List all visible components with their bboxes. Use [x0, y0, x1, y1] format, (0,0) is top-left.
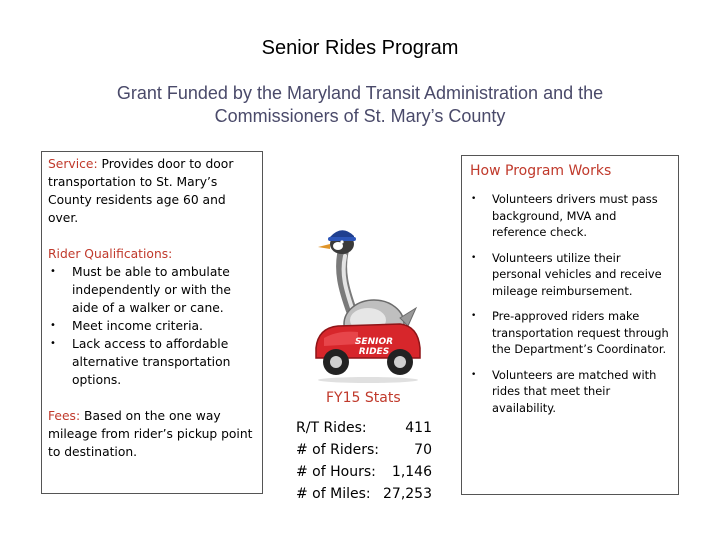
program-step-text: Volunteers utilize their personal vehicles and receive mileage reimbursement.	[492, 250, 662, 298]
qualifications-list	[48, 263, 256, 389]
service-label: Service:	[48, 157, 98, 171]
stats-title: FY15 Stats	[326, 390, 401, 406]
goose-car-mascot-icon	[308, 220, 424, 384]
bullet-icon: •	[471, 369, 477, 380]
stat-value: 411	[405, 420, 432, 436]
list-item	[48, 263, 256, 317]
page-title: Senior Rides Program	[261, 37, 459, 59]
subtitle-line-1: Grant Funded by the Maryland Transit Administration and the	[116, 83, 604, 103]
stat-value: 1,146	[391, 464, 432, 480]
stat-label: R/T Rides:	[296, 420, 367, 436]
list-item	[470, 308, 670, 358]
program-step-text: Volunteers are matched with rides that meet their availability.	[492, 367, 657, 415]
stats-table	[296, 417, 432, 505]
subtitle-line-2: Commissioners of St. Mary’s County	[214, 106, 506, 126]
stat-value: 70	[414, 442, 432, 458]
stat-row	[296, 483, 432, 505]
qualifications-label: Rider Qualifications:	[48, 247, 173, 261]
stat-label: # of Riders:	[296, 442, 380, 458]
fees-section	[48, 407, 256, 461]
service-section	[48, 155, 256, 227]
qualification-text: Meet income criteria.	[72, 319, 203, 333]
program-step-text: Volunteers drivers must pass background, MVA and reference check.	[492, 192, 658, 239]
stat-label: # of Hours:	[296, 464, 376, 480]
car-text-line2: RIDES	[358, 347, 390, 357]
stat-row	[296, 461, 432, 483]
bullet-icon: •	[50, 266, 56, 277]
bullet-icon: •	[50, 320, 56, 331]
bullet-icon: •	[50, 338, 56, 349]
program-step-text: Pre-approved riders make transportation request through the Department’s Coordinator.	[492, 309, 669, 356]
qualification-text: Must be able to ambulate independently or with the aide of a walker or cane.	[72, 265, 232, 315]
list-item	[470, 367, 670, 417]
bullet-icon: •	[471, 311, 477, 321]
qualifications-section	[48, 245, 256, 389]
list-item	[470, 250, 670, 300]
program-works-list	[470, 191, 670, 416]
bullet-icon: •	[471, 252, 477, 263]
list-item	[48, 317, 256, 335]
list-item	[48, 335, 256, 389]
fees-text: Based on the one way mileage from rider’s pickup point to destination.	[48, 409, 253, 459]
stat-label: # of Miles:	[296, 486, 371, 502]
car-text-line1: SENIOR	[354, 337, 394, 347]
qualification-text: Lack access to affordable alternative transportation options.	[72, 337, 231, 387]
fees-label: Fees:	[48, 409, 81, 423]
stat-row	[296, 439, 432, 461]
bullet-icon: •	[471, 194, 477, 204]
stat-row	[296, 417, 432, 439]
rider-info-box	[41, 151, 263, 494]
stat-value: 27,253	[383, 486, 432, 502]
list-item	[470, 191, 670, 241]
program-works-heading: How Program Works	[470, 163, 612, 179]
program-works-box	[461, 155, 679, 495]
service-text: Provides door to door transportation to St. Mary’s County residents age 60 and over.	[48, 157, 234, 225]
subtitle	[40, 82, 680, 128]
